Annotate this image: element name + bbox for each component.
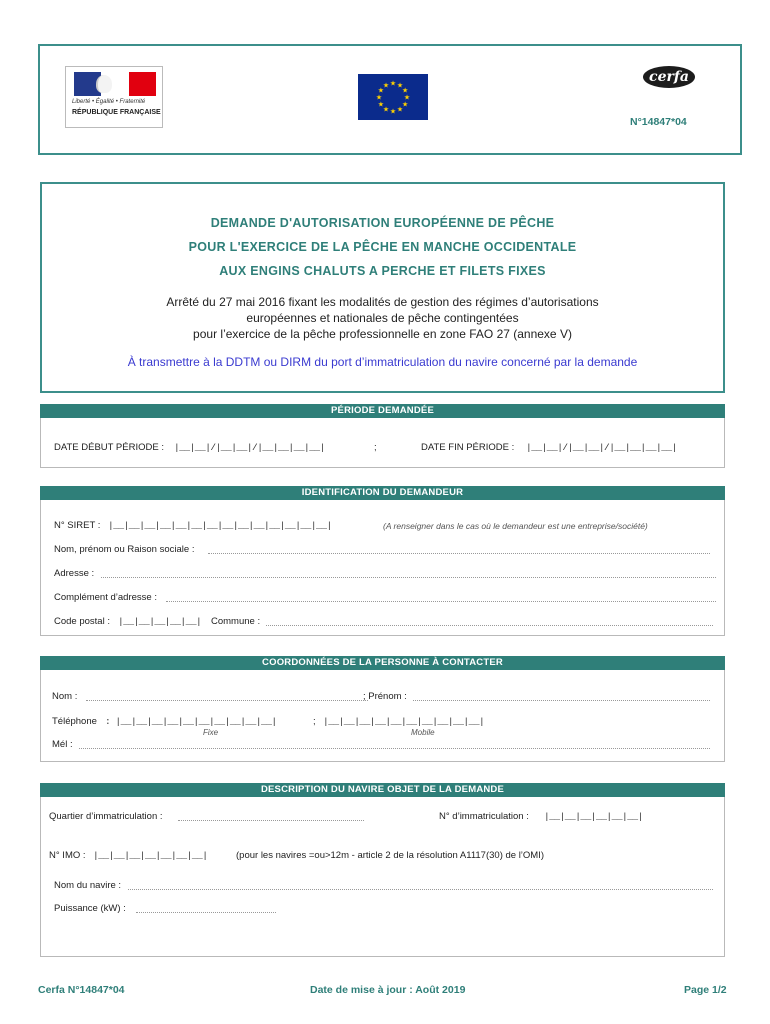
contact-header: COORDONNÉES DE LA PERSONNE À CONTACTER	[40, 656, 725, 670]
puissance-label: Puissance (kW) :	[54, 903, 126, 914]
nom-raison-sociale-label: Nom, prénom ou Raison sociale :	[54, 544, 195, 555]
eu-star-icon: ★	[382, 106, 390, 114]
republique-francaise-logo	[65, 66, 163, 128]
navire-box	[40, 797, 725, 957]
commune-field[interactable]	[266, 616, 713, 626]
adresse-label: Adresse :	[54, 568, 95, 579]
imo-field[interactable]: |__|__|__|__|__|__|__|	[93, 850, 208, 861]
title-line-3: AUX ENGINS CHALUTS A PERCHE ET FILETS FIXES	[219, 264, 546, 278]
mel-label: Mél :	[52, 739, 73, 750]
footer-date: Date de mise à jour : Août 2019	[310, 984, 466, 996]
siret-note: (A renseigner dans le cas où le demandeur est une entreprise/société)	[383, 521, 648, 531]
eu-star-icon: ★	[396, 82, 404, 90]
imo-note: (pour les navires =ou>12m - article 2 de la résolution A1117(30) de l’OMI)	[236, 850, 545, 861]
date-debut-label: DATE DÉBUT PÉRIODE :	[54, 442, 164, 453]
eu-star-icon: ★	[401, 87, 409, 95]
code-postal-field[interactable]: |__|__|__|__|__|	[118, 616, 202, 627]
arrete-line-1: Arrêté du 27 mai 2016 fixant les modalités de gestion des régimes d’autorisations	[166, 295, 599, 309]
title-line-2: POUR L'EXERCICE DE LA PÊCHE EN MANCHE OCCIDENTALE	[188, 240, 577, 254]
title-box	[40, 182, 725, 393]
transmit-instruction: À transmettre à la DDTM ou DIRM du port d’immatriculation du navire concerné par la demande	[127, 355, 638, 369]
eu-star-icon: ★	[382, 82, 390, 90]
siret-field[interactable]: |__|__|__|__|__|__|__|__|__|__|__|__|__|__|	[108, 520, 332, 531]
contact-nom-field[interactable]	[86, 691, 368, 701]
fixe-label: Fixe	[203, 728, 219, 737]
telephone-separator: ;	[313, 716, 316, 727]
complement-adresse-field[interactable]	[166, 592, 716, 602]
contact-prenom-label: ; Prénom :	[363, 691, 407, 702]
date-fin-label: DATE FIN PÉRIODE :	[421, 442, 515, 453]
cerfa-logo	[643, 66, 695, 88]
title-line-1: DEMANDE D'AUTORISATION EUROPÉENNE DE PÊCHE	[210, 216, 555, 230]
contact-nom-label: Nom :	[52, 691, 78, 702]
marianne-flag-icon	[74, 72, 156, 96]
arrete-line-3: pour l’exercice de la pêche professionnelle en zone FAO 27 (annexe V)	[193, 327, 572, 341]
periode-separator: ;	[374, 442, 377, 453]
immatriculation-field[interactable]: |__|__|__|__|__|__|	[544, 811, 643, 822]
quartier-label: Quartier d’immatriculation :	[49, 811, 163, 822]
code-postal-label: Code postal :	[54, 616, 110, 627]
telephone-mobile-field[interactable]: |__|__|__|__|__|__|__|__|__|__|	[323, 716, 485, 727]
mobile-label: Mobile	[411, 728, 435, 737]
periode-header: PÉRIODE DEMANDÉE	[40, 404, 725, 418]
footer-cerfa: Cerfa N°14847*04	[38, 984, 125, 996]
identification-header: IDENTIFICATION DU DEMANDEUR	[40, 486, 725, 500]
periode-box	[40, 418, 725, 468]
cerfa-logo-text: cerfa	[649, 69, 689, 85]
eu-flag-icon	[358, 74, 428, 120]
immatriculation-label: N° d’immatriculation :	[439, 811, 529, 822]
adresse-field[interactable]	[101, 568, 716, 578]
eu-star-icon: ★	[389, 80, 397, 88]
eu-star-icon: ★	[396, 106, 404, 114]
complement-adresse-label: Complément d’adresse :	[54, 592, 157, 603]
rf-motto: Liberté • Égalité • Fraternité	[72, 99, 146, 105]
date-debut-field[interactable]: |__|__|/|__|__|/|__|__|__|__|	[174, 442, 325, 453]
footer-page: Page 1/2	[684, 984, 727, 996]
eu-star-icon: ★	[377, 101, 385, 109]
telephone-label: Téléphone	[52, 716, 97, 727]
nom-raison-sociale-field[interactable]	[208, 544, 710, 554]
eu-star-icon: ★	[403, 94, 411, 102]
puissance-field[interactable]	[136, 903, 276, 913]
eu-star-icon: ★	[375, 94, 383, 102]
imo-label: N° IMO :	[49, 850, 86, 861]
telephone-fixe-field[interactable]: : |__|__|__|__|__|__|__|__|__|__|	[105, 716, 277, 727]
contact-prenom-field[interactable]	[413, 691, 710, 701]
nom-navire-field[interactable]	[128, 880, 713, 890]
contact-box	[40, 670, 725, 762]
arrete-line-2: européennes et nationales de pêche contingentées	[246, 311, 519, 325]
date-fin-field[interactable]: |__|__|/|__|__|/|__|__|__|__|	[526, 442, 677, 453]
header-box	[38, 44, 742, 155]
quartier-field[interactable]	[178, 811, 364, 821]
eu-star-icon: ★	[389, 108, 397, 116]
siret-label: N° SIRET :	[54, 520, 101, 531]
navire-header: DESCRIPTION DU NAVIRE OBJET DE LA DEMANDE	[40, 783, 725, 797]
rf-name: RÉPUBLIQUE FRANÇAISE	[72, 109, 161, 116]
eu-star-icon: ★	[401, 101, 409, 109]
eu-star-icon: ★	[377, 87, 385, 95]
form-number: N°14847*04	[630, 116, 687, 128]
mel-field[interactable]	[79, 739, 710, 749]
commune-label: Commune :	[211, 616, 261, 627]
nom-navire-label: Nom du navire :	[54, 880, 122, 891]
identification-box	[40, 500, 725, 636]
